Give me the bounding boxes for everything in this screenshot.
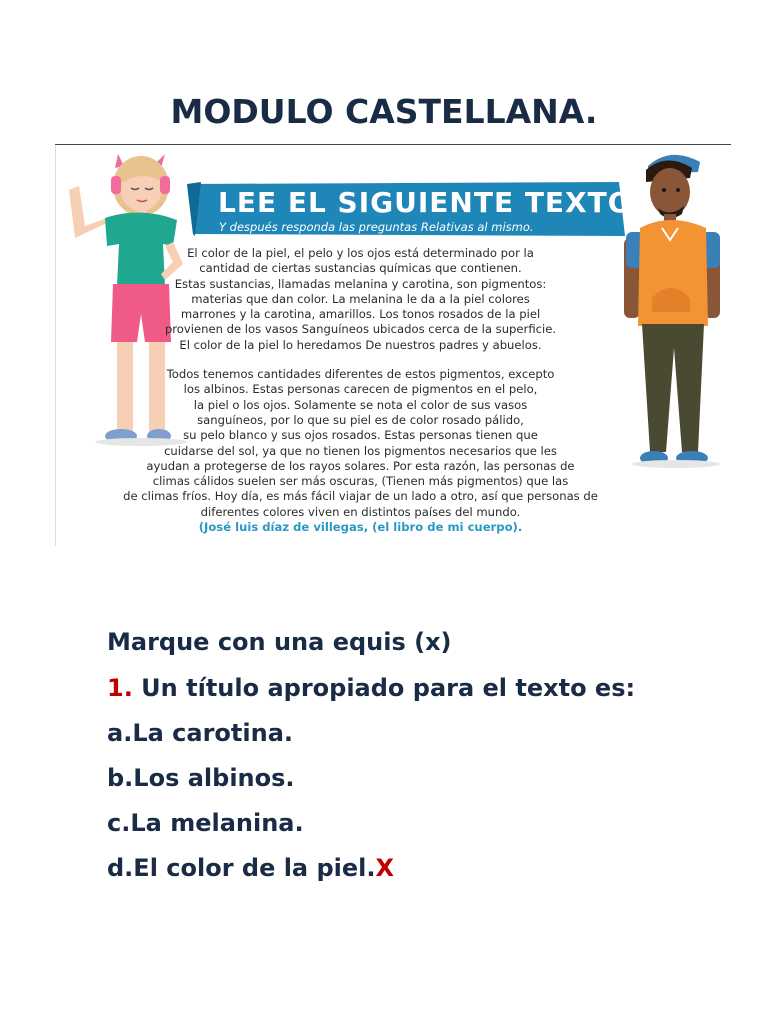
reading-line: Estas sustancias, llamadas melanina y carotina, son pigmentos: <box>174 276 547 291</box>
option-d[interactable] <box>107 854 394 882</box>
banner-subtitle: Y después responda las preguntas Relativas al mismo. <box>219 220 534 234</box>
reading-line: El color de la piel lo heredamos De nuestros padres y abuelos. <box>179 337 542 352</box>
option-b[interactable]: b.Los albinos. <box>107 764 295 792</box>
reading-line: su pelo blanco y sus ojos rosados. Estas personas tienen que <box>183 428 538 443</box>
reading-paragraph-2 <box>88 367 633 520</box>
reading-line: de climas fríos. Hoy día, es más fácil viajar de un lado a otro, así que personas de <box>123 489 598 504</box>
reading-line: El color de la piel, el pelo y los ojos está determinado por la <box>187 246 534 260</box>
reading-line: la piel o los ojos. Solamente se nota el color de sus vasos <box>193 397 528 412</box>
reading-image <box>55 146 732 546</box>
option-a[interactable]: a.La carotina. <box>107 719 293 747</box>
option-c[interactable]: c.La melanina. <box>107 809 304 837</box>
reading-line: materias que dan color. La melanina le da a la piel colores <box>191 291 530 306</box>
page-title: MODULO CASTELLANA. <box>170 92 598 131</box>
reading-line: cantidad de ciertas sustancias químicas que contienen. <box>199 261 522 276</box>
selected-mark: X <box>375 854 395 882</box>
boy-illustration <box>618 148 728 478</box>
title-rule <box>55 144 731 145</box>
reading-line: provienen de los vasos Sanguíneos ubicados cerca de la superficie. <box>164 322 557 337</box>
reading-paragraph-1 <box>88 246 633 353</box>
banner-title: LEE EL SIGUIENTE TEXTO <box>218 186 633 219</box>
reading-text <box>88 246 633 535</box>
reading-line: ayudan a protegerse de los rayos solares. Por esta razón, las personas de <box>146 458 575 473</box>
reading-line: diferentes colores viven en distintos países del mundo. <box>200 504 521 519</box>
reading-line: marrones y la carotina, amarillos. Los tonos rosados de la piel <box>180 307 541 322</box>
option-d-label: d.El color de la piel. <box>107 854 376 882</box>
instruction: Marque con una equis (x) <box>107 628 452 656</box>
citation: (José luis díaz de villegas, (el libro de mi cuerpo). <box>198 520 523 535</box>
reading-line: cuidarse del sol, ya que no tienen los pigmentos necesarios que les <box>164 443 557 458</box>
reading-line: Todos tenemos cantidades diferentes de estos pigmentos, excepto <box>166 367 555 382</box>
question-1 <box>107 674 635 702</box>
reading-line: los albinos. Estas personas carecen de pigmentos en el pelo, <box>183 382 538 397</box>
reading-line: sanguíneos, por lo que su piel es de color rosado pálido, <box>197 412 524 427</box>
reading-line: climas cálidos suelen ser más oscuras, (Tienen más pigmentos) que las <box>152 474 569 489</box>
question-number: 1. <box>107 674 133 702</box>
question-text: Un título apropiado para el texto es: <box>132 674 636 702</box>
